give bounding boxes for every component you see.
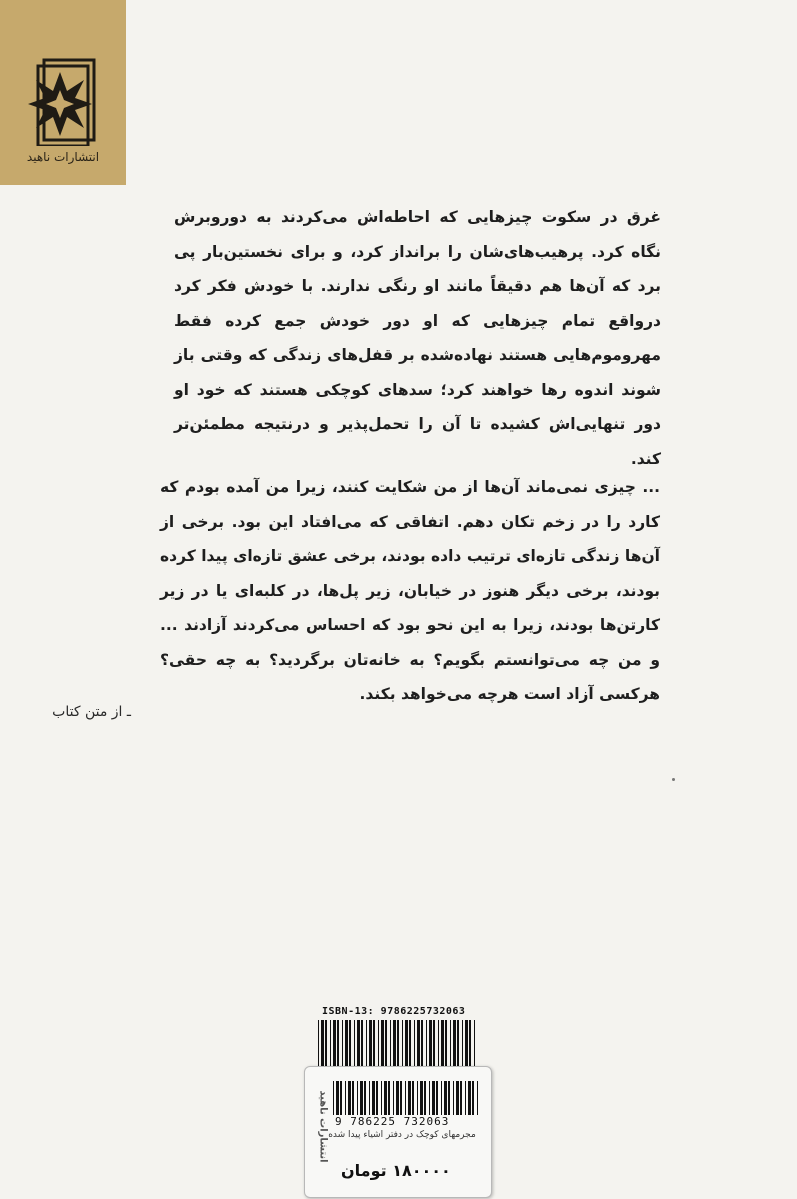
price-sticker (304, 1066, 492, 1198)
sticker-barcode (331, 1081, 481, 1115)
source-credit: ـ از متن کتاب (52, 704, 131, 720)
publisher-logo-block (0, 0, 126, 185)
paper-speck (672, 778, 675, 781)
blurb-paragraph-2: ... چیزی نمی‌ماند آن‌ها از من شکایت کنند، زیرا من آمده بودم که کارد را در زخم تکان دهم. اتفاقی که می‌افتاد این بود. برخی از آن‌ها زندگی تازه‌ای ترتیب داده بودند، برخی عشق تازه‌ای پیدا کرده بودند، برخی دیگر هنوز در خیابان، زیر پل‌ها، در کلبه‌ای یا در زیر کارتن‌ها بودند، زیرا به این نحو بود که احساس می‌کردند آزادند ... و من چه می‌توانستم بگویم؟ به خانه‌تان برگردید؟ به چه حقی؟ هرکسی آزاد است هرچه می‌خواهد بکند. (160, 478, 660, 703)
blurb-paragraph-1: غرق در سکوت چیزهایی که احاطه‌اش می‌کردند به دوروبرش نگاه کرد. پرهیب‌های‌شان را برانداز کرد، و برای نخستین‌بار پی برد که آن‌ها هم دقیقاً مانند او رنگی ندارند. با خودش فکر کرد درواقع تمام چیزهایی که او دور خودش جمع کرده فقط مهروموم‌هایی هستند نهاده‌شده بر قفل‌های زندگی که وقتی باز شوند اندوه رها خواهند کرد؛ سدهای کوچکی هستند که خود او دور تنهایی‌اش کشیده تا آن را تحمل‌پذیر و درنتیجه مطمئن‌تر کند. (174, 208, 661, 468)
isbn-label: ISBN-13: 9786225732063 (322, 1006, 466, 1017)
sticker-price: ۱۸۰۰۰۰ تومان (341, 1161, 451, 1180)
star-emblem-icon (22, 58, 100, 146)
isbn-barcode (316, 1020, 478, 1072)
publisher-name: انتشارات ناهید (26, 150, 100, 164)
sticker-barcode-number: 9 786225 732063 (335, 1115, 450, 1128)
sticker-side-label: انتشارات ناهید (317, 1090, 329, 1163)
sticker-book-title: مجرمهای کوچک در دفتر اشیاء پیدا شده (328, 1130, 476, 1140)
